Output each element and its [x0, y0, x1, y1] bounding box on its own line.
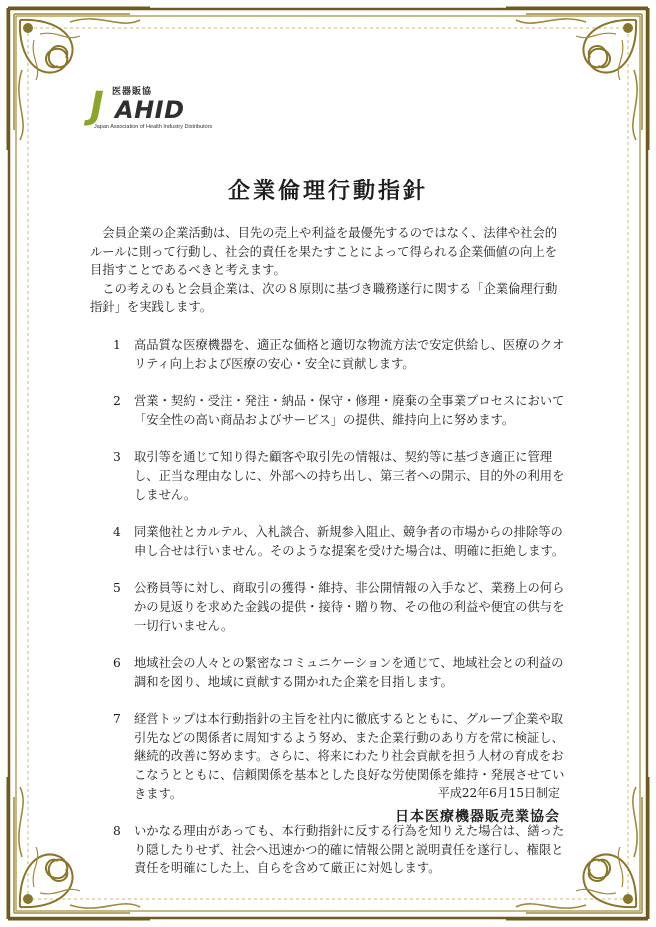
- enactment-date: 平成22年6月15日制定: [437, 786, 560, 800]
- principle-number: 5: [113, 581, 121, 596]
- principle-text: 同業他社とカルテル、入札談合、新規参入阻止、競争者の市場からの排除等の申し合せは行いません。そのような提案を受けた場合は、明確に拒絶します。: [134, 525, 565, 558]
- principle-text: 公務員等に対し、商取引の獲得・維持、非公開情報の入手など、業務上の何らかの見返りを求めた金銭の提供・接待・贈り物、その他の利益や便宜の供与を一切行いません。: [134, 581, 565, 633]
- principle-number: 4: [113, 525, 121, 540]
- logo-letters: AHID: [115, 96, 185, 124]
- intro: [90, 224, 568, 317]
- logo-letter-j: J: [90, 84, 104, 127]
- principle-text: 地域社会の人々との緊密なコミュニケーションを通じて、地域社会との利益の調和を図り、地域に貢献する開かれた企業を目指します。: [134, 656, 564, 689]
- organization-name: 日本医療機器販売業協会: [395, 809, 560, 825]
- principle-text: 取引等を通じて知り得た顧客や取引先の情報は、契約等に基づき適正に管理し、正当な理由なしに、外部への持ち出し、第三者への開示、目的外の利用をしません。: [134, 450, 565, 502]
- document-body: [90, 224, 568, 878]
- intro-paragraph: 会員企業の企業活動は、目先の売上や利益を最優先するのではなく、法律や社会的ルールに則って行動し、社会的責任を果たすことによって得られる企業価値の向上を目指すことであるべきと考えます。: [90, 226, 558, 278]
- intro-paragraph: この考えのもと会員企業は、次の８原則に基づき職務遂行に関する「企業倫理行動指針」を実践します。: [90, 281, 558, 315]
- principle-number: 2: [113, 394, 121, 409]
- principle-item: [90, 523, 568, 560]
- principle-number: 7: [113, 712, 121, 727]
- principle-text: いかなる理由があっても、本行動指針に反する行為を知りえた場合は、繕ったり隠したりせず、社会へ迅速かつ的確に情報公開と説明責任を遂行し、権限と責任を明確にした上、自らを含めて厳正に対処します。: [134, 824, 565, 876]
- principle-number: 8: [113, 824, 121, 839]
- logo-abbr-jp: 医器販協: [112, 87, 153, 97]
- principle-item: [90, 822, 568, 878]
- principle-item: [90, 392, 568, 429]
- jahid-logo: [90, 84, 220, 136]
- principle-number: 6: [113, 656, 121, 671]
- principle-text: 高品質な医療機器を、適正な価格と適切な物流方法で安定供給し、医療のクオリティ向上および医療の安心・安全に貢献します。: [134, 337, 565, 371]
- principle-number: 1: [113, 337, 121, 352]
- logo-english-name: Japan Association of Health Industry Distributors: [94, 124, 213, 130]
- principle-number: 3: [113, 450, 121, 465]
- document-title: 企業倫理行動指針: [227, 178, 428, 204]
- principle-item: [90, 654, 568, 691]
- principle-item: [90, 336, 568, 373]
- principle-text: 経営トップは本行動指針の主旨を社内に徹底するとともに、グループ企業や取引先などの関係者に周知するよう努め、また企業行動のあり方を常に検証し、継続的改善に努めます。さらに、将来にわたり社会貢献を担う人材の育成をおこなうとともに、信頼関係を基本とした良好な労使関係を維持・発展させていきます。: [134, 712, 565, 801]
- principle-text: 営業・契約・受注・発注・納品・保守・修理・廃棄の全事業プロセスにおいて「安全性の高い商品およびサービス」の提供、維持向上に努めます。: [134, 394, 565, 427]
- principle-item: [90, 448, 568, 504]
- principle-item: [90, 579, 568, 635]
